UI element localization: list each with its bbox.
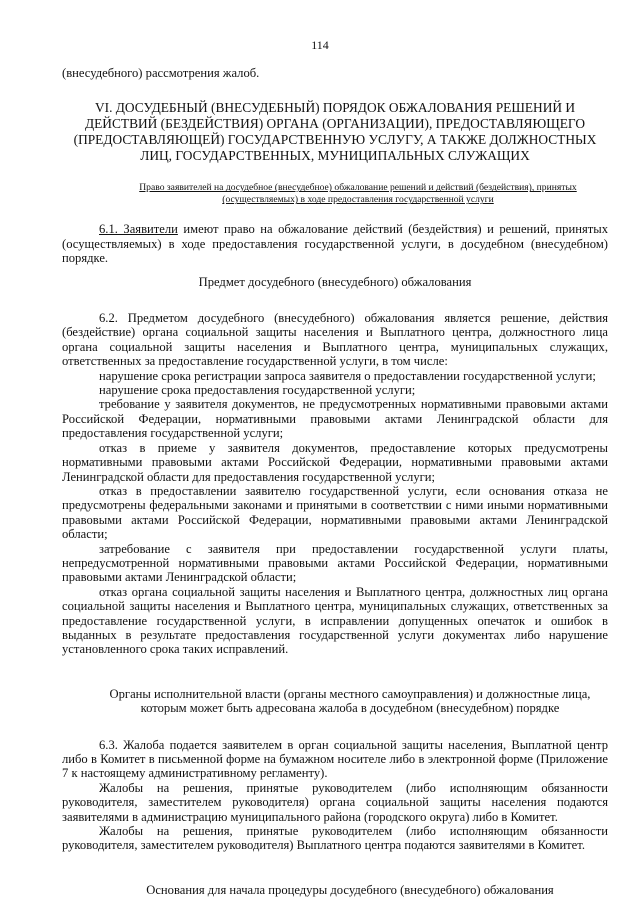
paragraph-6-2-intro: 6.2. Предметом досудебного (внесудебного) обжалования является решение, действия (бездействие) органа социальной защиты населения и Выплатного центра, должностного лица органа социальной защиты населения и Выплатного центра, муниципальных служащих, ответственных за предоставление государственной услуги, в том числе: (62, 311, 608, 369)
heading-grounds: Основания для начала процедуры досудебного (внесудебного) обжалования (146, 882, 554, 897)
section-title: VI. ДОСУДЕБНЫЙ (ВНЕСУДЕБНЫЙ) ПОРЯДОК ОБЖАЛОВАНИЯ РЕШЕНИЙ И ДЕЙСТВИЙ (БЕЗДЕЙСТВИЯ) ОРГАНА (ОРГАНИЗАЦИИ), ПРЕДОСТАВЛЯЮЩЕГО (ПРЕДОСТАВЛЯЮЩЕЙ) ГОСУДАРСТВЕННУЮ УСЛУГУ, А ТАКЖЕ ДОЛЖНОСТНЫХ ЛИЦ, ГОСУДАРСТВЕННЫХ, МУНИЦИПАЛЬНЫХ СЛУЖАЩИХ (73, 100, 597, 164)
paragraph-6-3-complaints-osz: Жалобы на решения, принятые руководителем (либо исполняющим обязанности руководителя, заместителем руководителя) органа социальной защиты населения подаются заявителями в администрацию муниципального района (городского округа) либо в Комитет. (62, 780, 608, 824)
paragraph-6-1-text: имеют право на обжалование действий (бездействия) и решений, принятых (осуществляемых) в ходе предоставления государственной услуги, в досудебном (внесудебном) порядке. (62, 222, 608, 266)
heading-subject: Предмет досудебного (внесудебного) обжалования (198, 274, 472, 289)
page-number: 114 (311, 38, 329, 52)
list-item: отказ в предоставлении заявителю государственной услуги, если основания отказа не предусмотрены федеральными законами и принятыми в соответствии с ними иными нормативными правовыми актами Российской Федерации, нормативными правовыми актами Ленинградской области; (62, 483, 608, 542)
list-item: отказ органа социальной защиты населения и Выплатного центра, должностных лиц органа социальной защиты населения и Выплатного центра, муниципальных служащих, ответственных за предоставление государственной услуги, в исправлении допущенных опечаток и ошибок в выданных в результате предоставления государственной услуги документах либо нарушение установленного срока таких исправлений. (62, 584, 608, 657)
list-item: нарушение срока регистрации запроса заявителя о предоставлении государственной услуги; (99, 368, 596, 383)
list-item: отказ в приеме у заявителя документов, предоставление которых предусмотрены нормативными правовыми актами Российской Федерации, нормативными правовыми актами Ленинградской области для предоставления государственной услуги; (62, 440, 608, 484)
list-item: требование у заявителя документов, не предусмотренных нормативными правовыми актами Российской Федерации, нормативными правовыми актами Ленинградской области для предоставления государственной услуги; (62, 397, 608, 441)
lead-line: (внесудебного) рассмотрения жалоб. (62, 66, 260, 80)
paragraph-6-1 (62, 222, 608, 265)
document-body (62, 66, 608, 897)
list-item: затребование с заявителя при предоставлении государственной услуги платы, непредусмотренной нормативными правовыми актами Российской Федерации, нормативными правовыми актами Ленинградской области; (62, 541, 608, 585)
list-item: нарушение срока предоставления государственной услуги; (99, 383, 416, 398)
subheading: Право заявителей на досудебное (внесудебное) обжалование решений и действий (бездействия), принятых (осуществляемых) в ходе предоставления государственной услуги (139, 182, 577, 206)
paragraph-6-1-label: 6.1. Заявители (99, 222, 178, 237)
paragraph-6-3-complaints-center: Жалобы на решения, принятые руководителем (либо исполняющим обязанности руководителя, заместителем руководителя) Выплатного центра подаются заявителями в Комитет. (62, 824, 608, 853)
heading-bodies: Органы исполнительной власти (органы местного самоуправления) и должностные лица, которым может быть адресована жалоба в досудебном (внесудебном) порядке (109, 686, 591, 716)
paragraph-6-3: 6.3. Жалоба подается заявителем в орган социальной защиты населения, Выплатной центр либо в Комитет в письменной форме на бумажном носителе либо в электронной форме (Приложение 7 к настоящему административному регламенту). (62, 737, 608, 781)
